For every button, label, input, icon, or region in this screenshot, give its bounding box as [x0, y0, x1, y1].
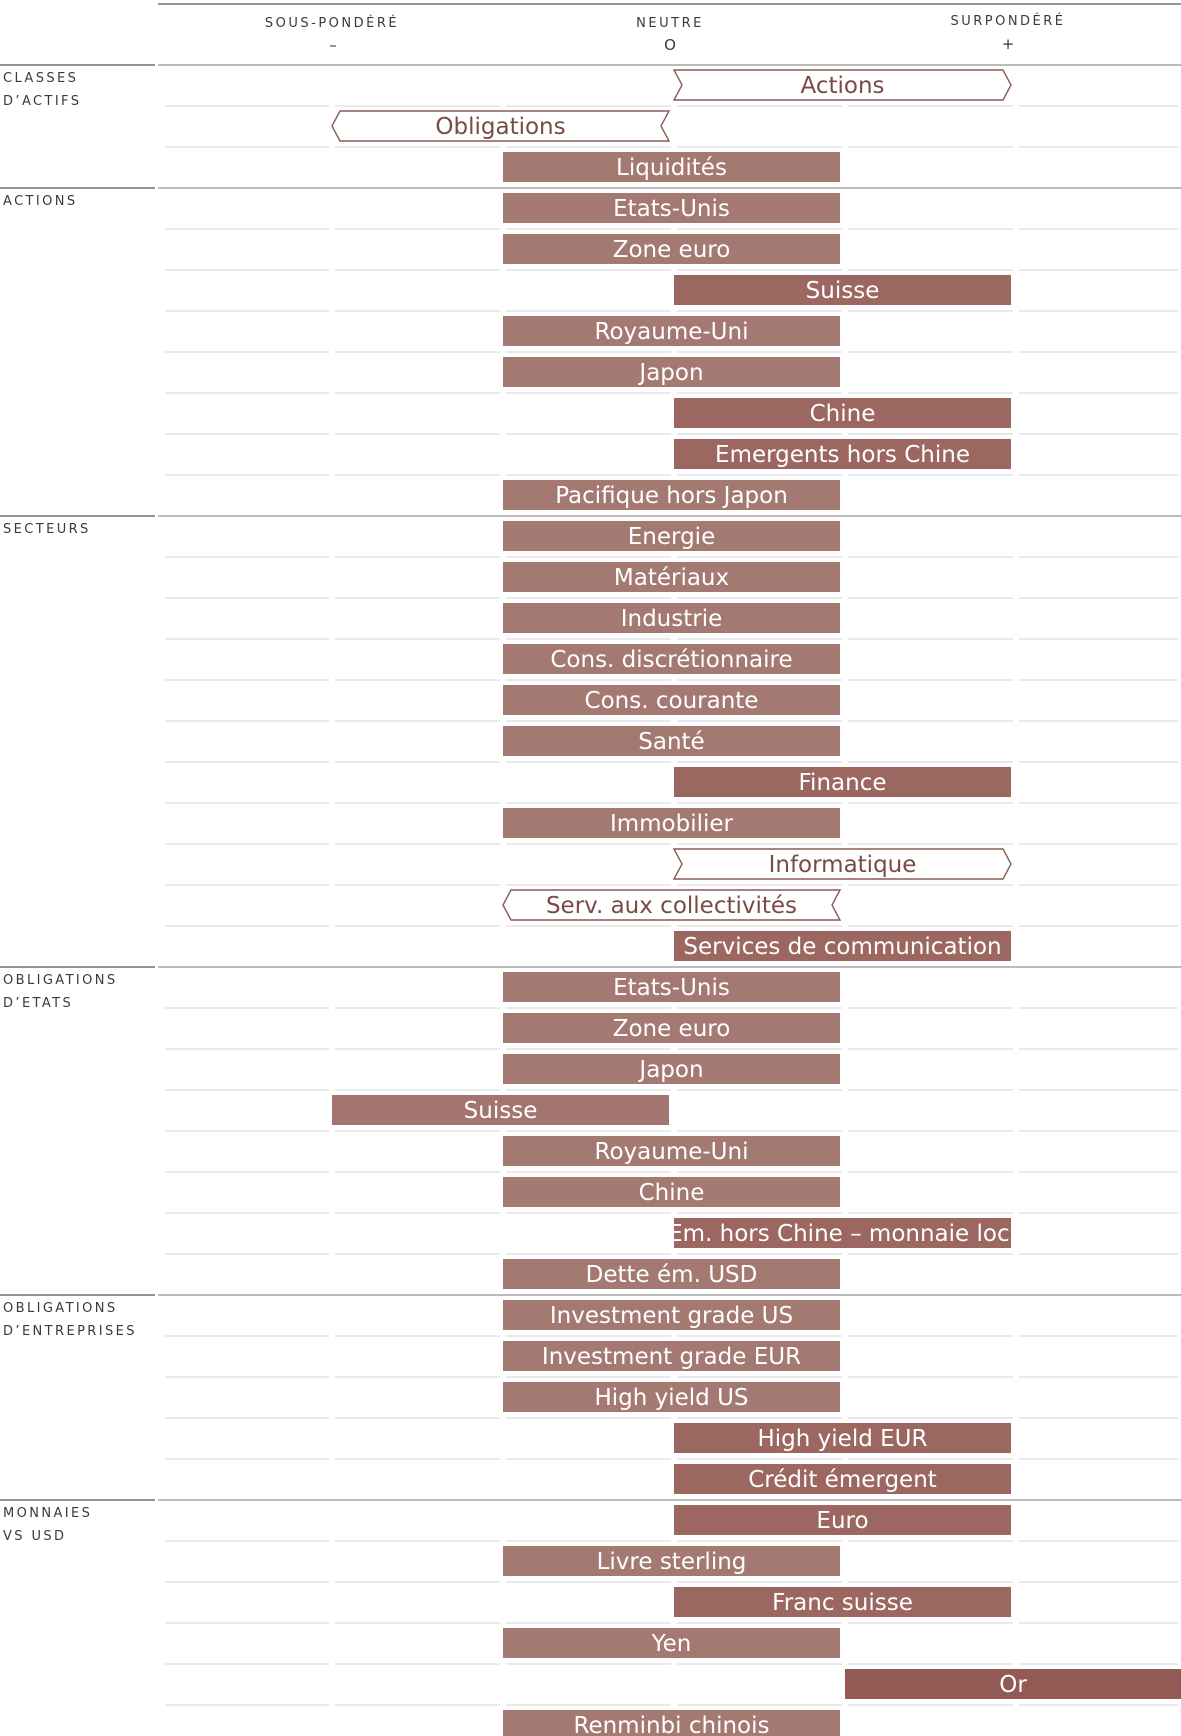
allocation-label: Pacifique hors Japon	[555, 483, 788, 509]
section-label: MONNAIES VS USD	[3, 1506, 93, 1544]
allocation-label: Investment grade EUR	[541, 1344, 802, 1370]
allocation-label: Em. hors Chine – monnaie loc.	[668, 1221, 1017, 1247]
allocation-label: Zone euro	[612, 237, 731, 263]
header-underweight-symbol: –	[329, 36, 337, 54]
allocation-label: Chine	[638, 1180, 705, 1206]
section-label: ACTIONS	[3, 194, 78, 209]
header-neutral-label: NEUTRE	[636, 16, 704, 31]
header-overweight-symbol: +	[1001, 35, 1015, 53]
allocation-label: Japon	[639, 1057, 704, 1083]
allocation-label: Dette ém. USD	[585, 1262, 758, 1288]
allocation-label: Liquidités	[616, 155, 727, 181]
allocation-label: High yield EUR	[757, 1426, 928, 1452]
header-overweight-label: SURPONDÉRÉ	[950, 14, 1066, 29]
allocation-label: Immobilier	[609, 811, 734, 837]
allocation-label: Obligations	[435, 114, 566, 140]
allocation-label: Suisse	[463, 1098, 538, 1124]
allocation-label: Emergents hors Chine	[715, 442, 970, 468]
allocation-label: Serv. aux collectivités	[545, 893, 798, 919]
allocation-label: Crédit émergent	[748, 1467, 937, 1493]
section-label: OBLIGATIONS D’ETATS	[3, 973, 118, 1011]
allocation-label: Royaume-Uni	[594, 319, 749, 345]
allocation-label: Suisse	[805, 278, 880, 304]
allocation-label: Renminbi chinois	[573, 1713, 770, 1736]
allocation-label: Yen	[651, 1631, 692, 1657]
section-label: CLASSES D’ACTIFS	[3, 71, 82, 109]
allocation-label: Livre sterling	[596, 1549, 747, 1575]
allocation-label: Energie	[627, 524, 716, 550]
allocation-label: Industrie	[620, 606, 723, 632]
allocation-label: Franc suisse	[772, 1590, 913, 1616]
allocation-label: Informatique	[768, 852, 917, 878]
allocation-label: Zone euro	[612, 1016, 731, 1042]
allocation-label: Services de communication	[683, 934, 1002, 960]
allocation-label: Actions	[800, 73, 885, 99]
allocation-label: Cons. discrétionnaire	[550, 647, 793, 673]
allocation-label: Finance	[798, 770, 887, 796]
allocation-label: Matériaux	[613, 565, 730, 591]
allocation-label: Etats-Unis	[613, 196, 730, 222]
section-label: OBLIGATIONS D’ENTREPRISES	[3, 1301, 137, 1339]
header-underweight-label: SOUS-PONDÉRÉ	[264, 16, 400, 31]
allocation-label: Investment grade US	[549, 1303, 794, 1329]
allocation-label: Chine	[809, 401, 876, 427]
allocation-label: High yield US	[594, 1385, 749, 1411]
allocation-label: Or	[999, 1672, 1027, 1698]
allocation-label: Cons. courante	[584, 688, 759, 714]
allocation-label: Euro	[816, 1508, 869, 1534]
allocation-label: Japon	[639, 360, 704, 386]
allocation-label: Royaume-Uni	[594, 1139, 749, 1165]
allocation-label: Etats-Unis	[613, 975, 730, 1001]
section-label: SECTEURS	[3, 522, 91, 537]
allocation-label: Santé	[638, 729, 705, 755]
header-neutral-symbol: O	[664, 36, 676, 54]
